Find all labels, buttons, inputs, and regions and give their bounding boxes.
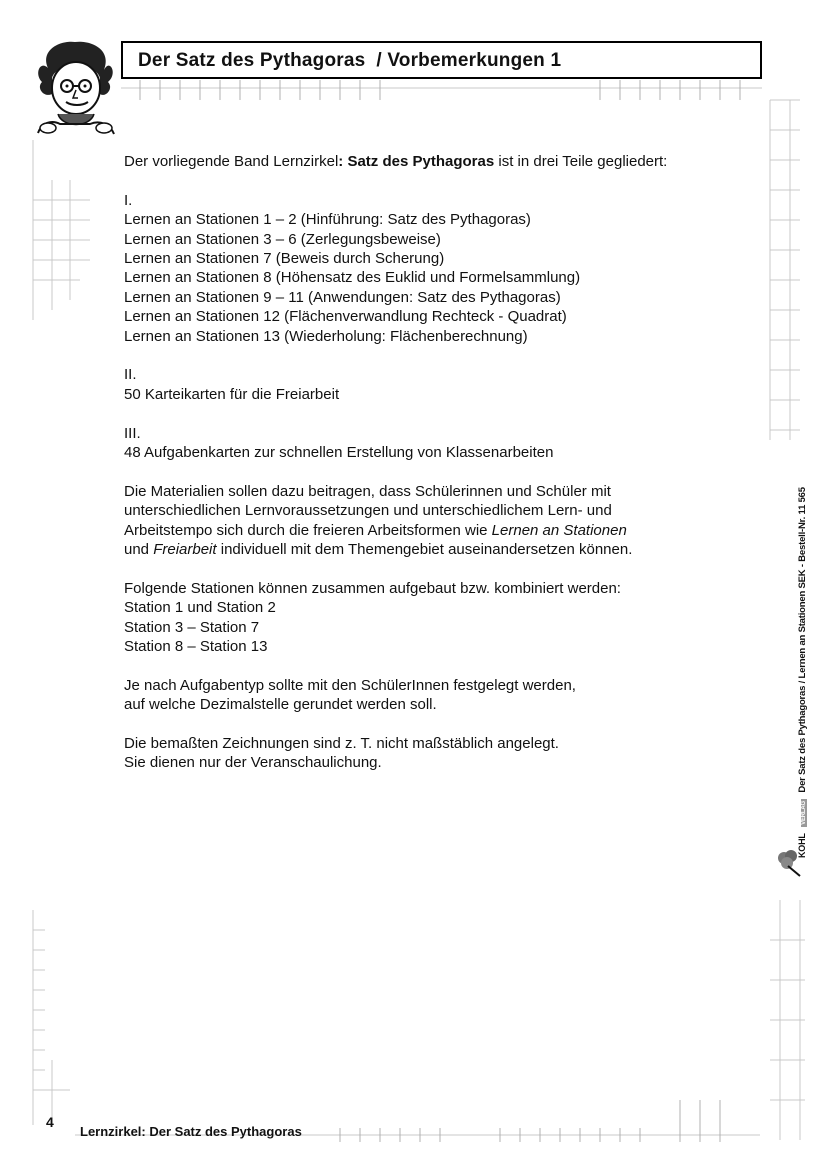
paragraph-line: Je nach Aufgabentyp sollte mit den SchülerInnen festgelegt werden, (124, 676, 576, 694)
paragraph-line: Station 8 – Station 13 (124, 638, 268, 656)
footer-title: Lernzirkel: Der Satz des Pythagoras (80, 1124, 302, 1139)
paragraph-line (124, 521, 724, 540)
paragraph-line (124, 540, 724, 559)
list-item: Lernen an Stationen 13 (Wiederholung: Flächenberechnung) (124, 327, 528, 345)
text-span: individuell mit dem Themengebiet auseinandersetzen können. (216, 541, 633, 559)
italic-term: Freiarbeit (153, 541, 217, 559)
sidebar-publisher-info (797, 487, 808, 858)
paragraph-line: unterschiedlichen Lernvoraussetzungen und unterschiedlichem Lern- und (124, 502, 612, 520)
list-item: Lernen an Stationen 9 – 11 (Anwendungen: Satz des Pythagoras) (124, 288, 561, 306)
paragraph-line: Folgende Stationen können zusammen aufgebaut bzw. kombiniert werden: (124, 579, 621, 597)
publisher-name: KOHL (797, 833, 807, 858)
paragraph-line: Die Materialien sollen dazu beitragen, dass Schülerinnen und Schüler mit (124, 482, 611, 500)
part3-text: 48 Aufgabenkarten zur schnellen Erstellung von Klassenarbeiten (124, 444, 554, 462)
intro-bold-title: : Satz des Pythagoras (338, 153, 495, 170)
page-title: Der Satz des Pythagoras / Vorbemerkungen 1 (138, 50, 562, 71)
publisher-tag: VERLAG (801, 801, 807, 825)
left-grid (33, 140, 90, 1125)
intro-suffix: ist in drei Teile gegliedert: (494, 153, 668, 170)
part1-heading: I. (124, 191, 133, 209)
text-span: und (124, 541, 154, 559)
part2-text: 50 Karteikarten für die Freiarbeit (124, 385, 340, 403)
italic-term: Lernen an Stationen (491, 521, 627, 539)
pythagoras-portrait-illustration (30, 38, 120, 138)
list-item: Lernen an Stationen 12 (Flächenverwandlung Rechteck - Quadrat) (124, 308, 567, 326)
paragraph-line: auf welche Dezimalstelle gerundet werden soll. (124, 696, 437, 714)
main-content (124, 152, 724, 773)
intro-prefix: Der vorliegende Band Lernzirkel (124, 153, 339, 170)
intro-line (124, 152, 724, 171)
header-title-box (121, 41, 762, 79)
part2-heading: II. (124, 366, 137, 384)
part3-heading: III. (124, 424, 141, 442)
page-number: 4 (46, 1114, 54, 1130)
list-item: Lernen an Stationen 7 (Beweis durch Scherung) (124, 250, 445, 268)
sidebar-text: Der Satz des Pythagoras / Lernen an Stationen SEK - Bestell-Nr. 11 565 (797, 487, 808, 793)
paragraph-line: Sie dienen nur der Veranschaulichung. (124, 754, 382, 772)
paragraph-line: Die bemaßten Zeichnungen sind z. T. nicht maßstäblich angelegt. (124, 735, 559, 753)
text-span: Arbeitstempo sich durch die freieren Arbeitsformen wie (124, 521, 492, 539)
list-item: Lernen an Stationen 8 (Höhensatz des Euklid und Formelsammlung) (124, 269, 581, 287)
top-grid-ticks (121, 80, 762, 100)
paragraph-line: Station 1 und Station 2 (124, 599, 276, 617)
list-item: Lernen an Stationen 1 – 2 (Hinführung: Satz des Pythagoras) (124, 211, 531, 229)
list-item: Lernen an Stationen 3 – 6 (Zerlegungsbeweise) (124, 230, 441, 248)
paragraph-line: Station 3 – Station 7 (124, 618, 260, 636)
